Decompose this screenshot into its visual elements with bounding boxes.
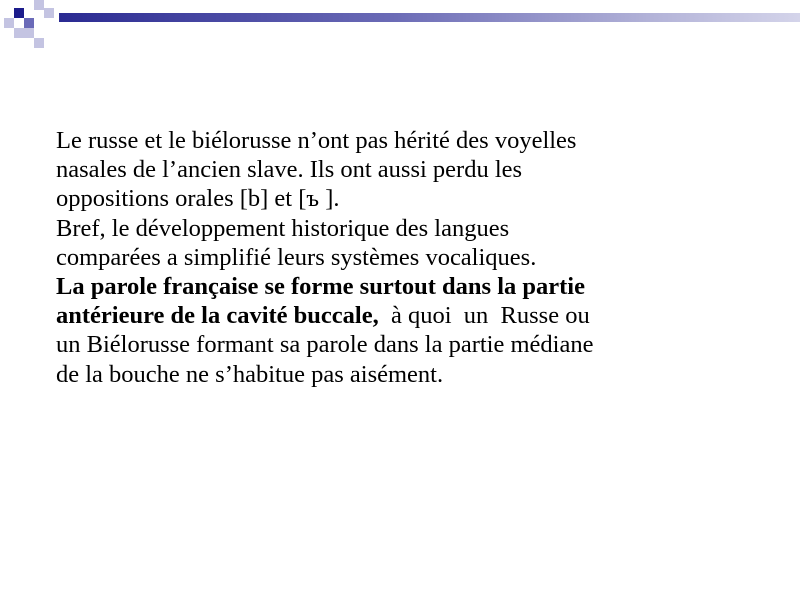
line-bold-text: La parole française se forme surtout dans la partie (56, 273, 585, 301)
line-text: Bref, le développement historique des langues (56, 214, 510, 242)
deco-square (24, 28, 34, 38)
deco-square (14, 8, 24, 18)
line-bold-text: antérieure de la cavité buccale, (56, 302, 379, 330)
line-text: de la bouche ne s’habitue pas aisément. (56, 360, 444, 388)
text-line-7 (56, 301, 756, 330)
text-line-6 (56, 272, 756, 301)
line-text: comparées a simplifié leurs systèmes vocaliques. (56, 243, 537, 271)
line-text: à quoi un Russe ou (378, 302, 590, 330)
text-line-4 (56, 214, 756, 243)
line-text: un Biélorusse formant sa parole dans la partie médiane (56, 331, 594, 359)
line-text: Le russe et le biélorusse n’ont pas hérité des voyelles (56, 127, 577, 154)
deco-square (4, 18, 14, 28)
text-line-3 (56, 184, 756, 213)
line-text: oppositions orales [b] et [ъ ]. (56, 185, 340, 213)
header-decoration (0, 0, 800, 50)
deco-square (34, 38, 44, 48)
line-text: nasales de l’ancien slave. Ils ont aussi perdu les (56, 156, 523, 184)
deco-square (14, 28, 24, 38)
text-line-1 (56, 126, 756, 155)
text-line-2 (56, 155, 756, 184)
deco-square (44, 8, 54, 18)
slide-body-text (56, 126, 756, 389)
deco-square (24, 18, 34, 28)
text-line-5 (56, 243, 756, 272)
deco-square (34, 0, 44, 10)
header-bar (59, 13, 800, 22)
text-line-8 (56, 330, 756, 359)
text-line-9 (56, 360, 756, 389)
